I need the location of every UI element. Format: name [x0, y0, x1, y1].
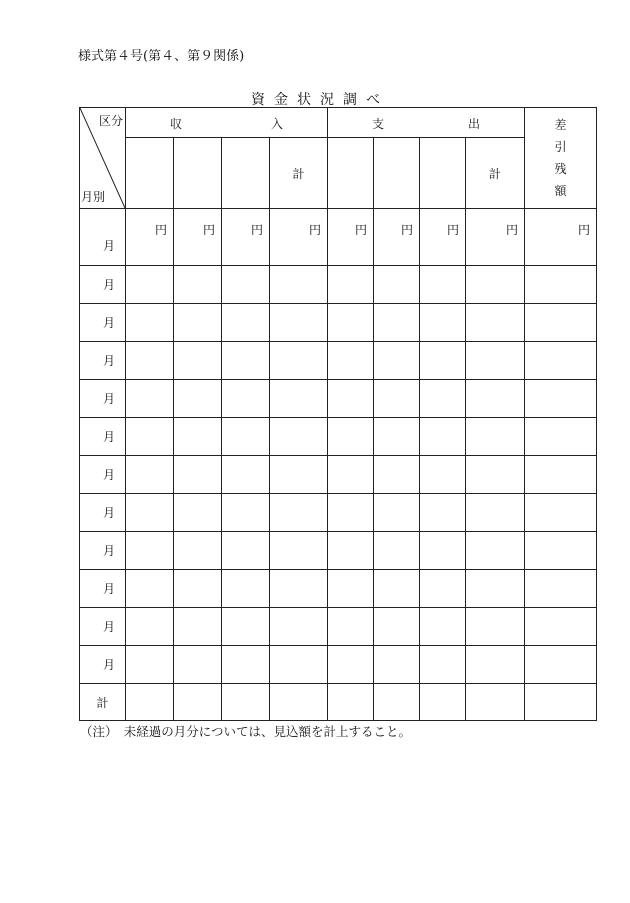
- table-row: [80, 418, 597, 456]
- month-cell: 月: [80, 456, 126, 494]
- income-subtotal-header: 計: [270, 138, 328, 209]
- table-row: [80, 304, 597, 342]
- table-row: [80, 532, 597, 570]
- income-header: [126, 108, 328, 138]
- table-row: [80, 570, 597, 608]
- month-cell: 月: [80, 209, 126, 266]
- balance-header: 差 引 残 額: [525, 108, 597, 209]
- income-label-1: 収: [170, 117, 183, 131]
- table-row: [80, 266, 597, 304]
- income-label-2: 入: [270, 117, 283, 131]
- month-cell: 月: [80, 646, 126, 684]
- month-cell: 月: [80, 304, 126, 342]
- month-cell: 月: [80, 266, 126, 304]
- income-col-3: [222, 138, 270, 209]
- expense-label-2: 出: [467, 117, 480, 131]
- month-cell: 月: [80, 570, 126, 608]
- kubun-label: 区分: [98, 114, 123, 128]
- fund-status-table: [79, 107, 597, 721]
- table-row: [80, 380, 597, 418]
- month-cell: 月: [80, 380, 126, 418]
- total-row: [80, 684, 597, 721]
- yen-unit: 円: [374, 209, 420, 266]
- table-row: [80, 494, 597, 532]
- month-cell: 月: [80, 418, 126, 456]
- form-number: 様式第４号(第４、第９関係): [78, 49, 245, 64]
- yen-unit: 円: [466, 209, 525, 266]
- yen-unit: 円: [420, 209, 466, 266]
- diagonal-header-cell: [80, 108, 126, 209]
- yen-unit: 円: [525, 209, 597, 266]
- page-title: 資金状況調べ: [251, 92, 389, 108]
- month-cell: 月: [80, 494, 126, 532]
- getsubetsu-label: 月別: [81, 190, 106, 204]
- expense-header: [328, 108, 525, 138]
- table-row: [80, 646, 597, 684]
- month-cell: 月: [80, 342, 126, 380]
- expense-col-1: [328, 138, 374, 209]
- header-row-1: [80, 108, 597, 138]
- header-row-2: [80, 138, 597, 209]
- month-cell: 月: [80, 532, 126, 570]
- footnote: （注） 未経過の月分については、見込額を計上すること。: [80, 724, 412, 739]
- table-row: [80, 209, 597, 266]
- total-label: 計: [80, 684, 126, 721]
- expense-label-1: 支: [372, 117, 385, 131]
- yen-unit: 円: [270, 209, 328, 266]
- yen-unit: 円: [328, 209, 374, 266]
- yen-unit: 円: [174, 209, 222, 266]
- expense-subtotal-header: 計: [466, 138, 525, 209]
- income-col-2: [174, 138, 222, 209]
- income-col-1: [126, 138, 174, 209]
- month-cell: 月: [80, 608, 126, 646]
- table-row: [80, 608, 597, 646]
- expense-col-3: [420, 138, 466, 209]
- yen-unit: 円: [126, 209, 174, 266]
- table-row: [80, 456, 597, 494]
- yen-unit: 円: [222, 209, 270, 266]
- expense-col-2: [374, 138, 420, 209]
- table-row: [80, 342, 597, 380]
